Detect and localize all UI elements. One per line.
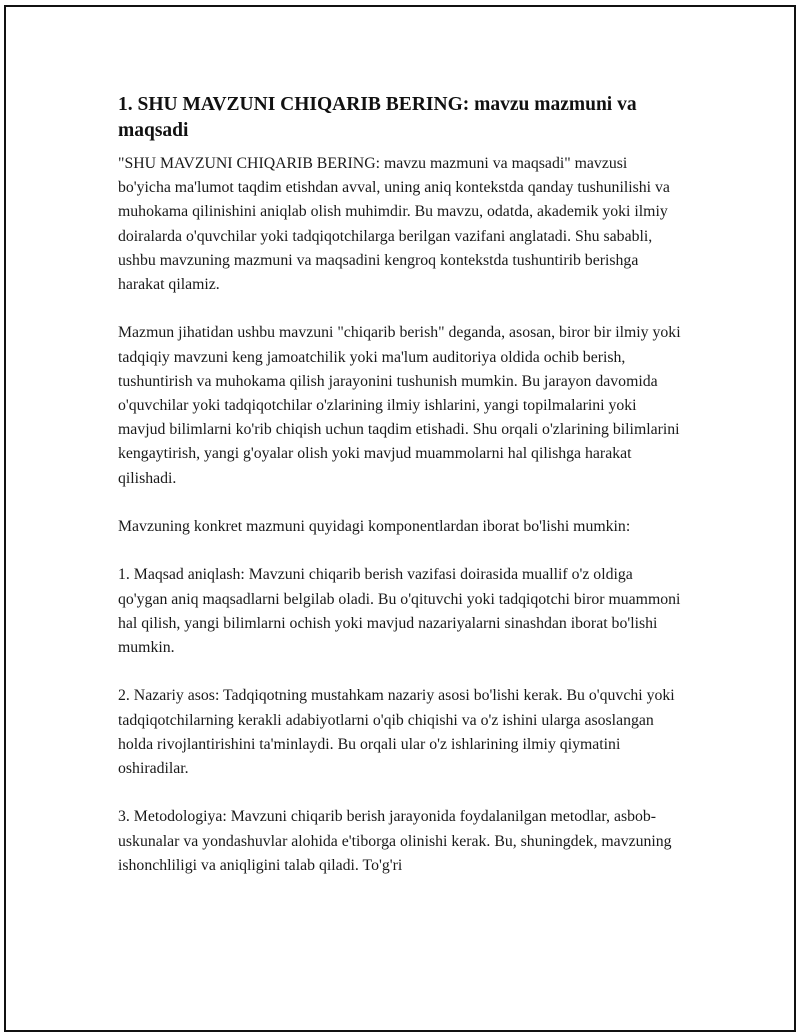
section-heading: 1. SHU MAVZUNI CHIQARIB BERING: mavzu mazmuni va maqsadi (118, 94, 637, 141)
document-body (118, 92, 684, 878)
paragraph-content-meaning: Mazmun jihatidan ushbu mavzuni "chiqarib berish" deganda, asosan, biror bir ilmiy yoki tadqiqiy mavzuni keng jamoatchilik yoki ma'lum auditoriya oldida ochib berish, tushuntirish va muhokama qilish jarayonini tushunish mumkin. Bu jarayon davomida o'quvchilar yoki tadqiqotchilar o'zlarining ilmiy ishlarini, yangi topilmalarini yoki mavjud bilimlarni ko'rib chiqish uchun taqdim etishadi. Shu orqali o'zlarining bilimlarini kengaytirish, yangi g'oyalar olish yoki mavjud muammolarni hal qilishga harakat qilishadi. (118, 324, 681, 487)
paragraph-methodology: 3. Metodologiya: Mavzuni chiqarib berish jarayonida foydalanilgan metodlar, asbob-uskunalar va yondashuvlar alohida e'tiborga olinishi kerak. Bu, shuningdek, mavzuning ishonchliligi va aniqligini talab qiladi. To'g'ri (118, 808, 672, 874)
paragraph-intro: "SHU MAVZUNI CHIQARIB BERING: mavzu mazmuni va maqsadi" mavzusi bo'yicha ma'lumot taqdim etishdan avval, uning aniq kontekstda qanday tushunilishi va muhokama qilinishini aniqlab olish muhimdir. Bu mavzu, odatda, akademik yoki ilmiy doiralarda o'quvchilar yoki tadqiqotchilarga berilgan vazifani anglatadi. Shu sababli, ushbu mavzuning mazmuni va maqsadini kengroq kontekstda tushuntirib berishga harakat qilamiz. (118, 155, 670, 294)
paragraph-components-intro: Mavzuning konkret mazmuni quyidagi komponentlardan iborat bo'lishi mumkin: (118, 518, 631, 536)
paragraph-goal-definition: 1. Maqsad aniqlash: Mavzuni chiqarib berish vazifasi doirasida muallif o'z oldiga qo'ygan aniq maqsadlarni belgilab oladi. Bu o'qituvchi yoki tadqiqotchi biror muammoni hal qilish, yangi bilimlarni ochish yoki mavjud nazariyalarni sinashdan iborat bo'lishi mumkin. (118, 566, 681, 657)
paragraph-theoretical-basis: 2. Nazariy asos: Tadqiqotning mustahkam nazariy asosi bo'lishi kerak. Bu o'quvchi yoki tadqiqotchilarning kerakli adabiyotlarni o'qib chiqishi va o'z ishini ularga asoslangan holda rivojlantirishini ta'minlaydi. Bu orqali ular o'z ishlarining ilmiy qiymatini oshiradilar. (118, 687, 675, 778)
